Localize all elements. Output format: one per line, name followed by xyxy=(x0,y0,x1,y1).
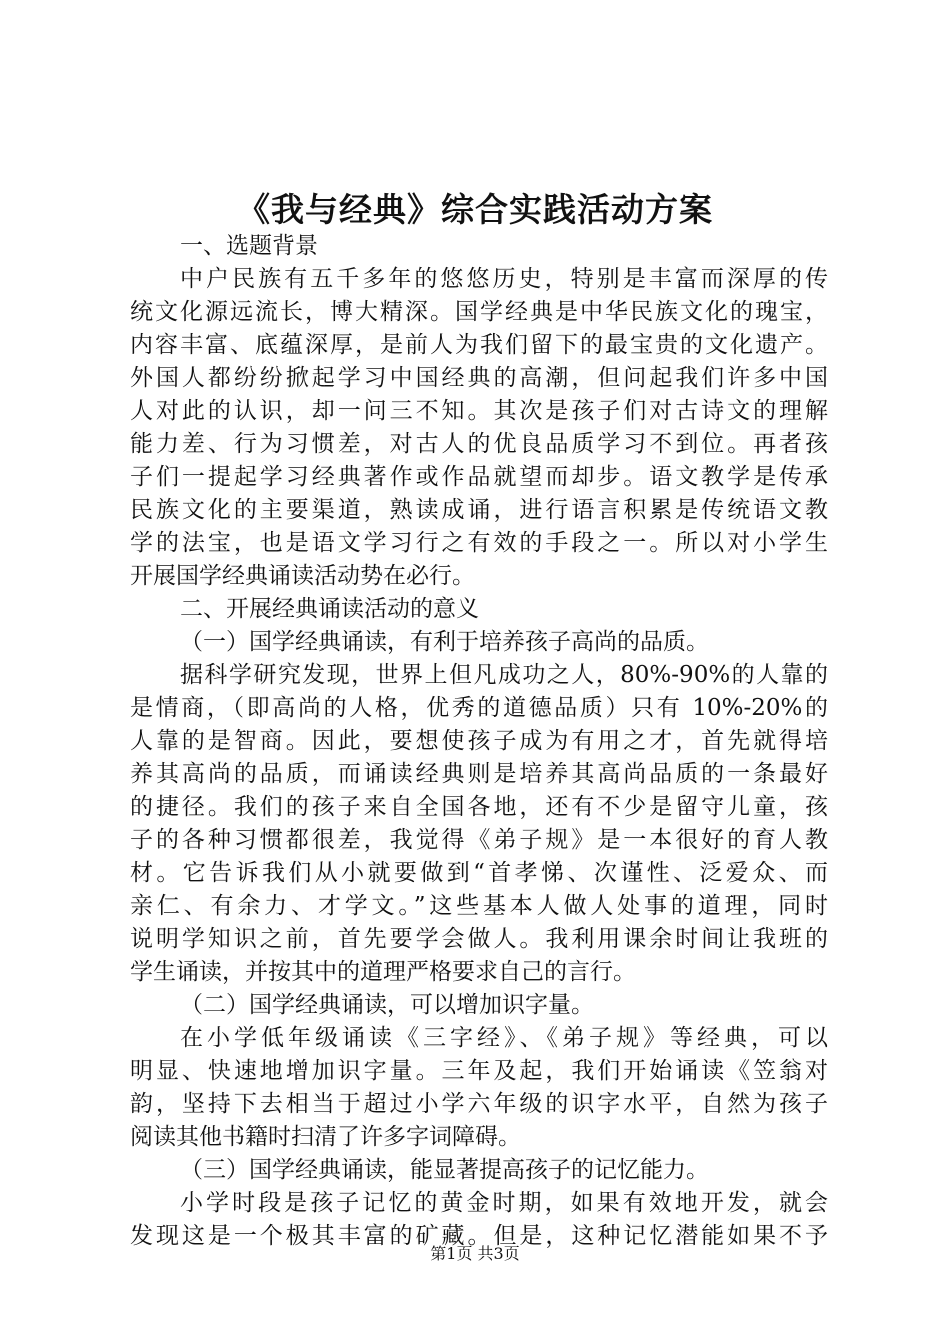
text-line-content: （二）国学经典诵读，可以增加识字量。 xyxy=(180,992,594,1018)
text-line-content: 明显、快速地增加识字量。三年及起，我们开始诵读《笠翁对 xyxy=(130,1058,828,1084)
text-line-content: 养其高尚的品质，而诵读经典则是培养其高尚品质的一条最好 xyxy=(130,761,828,787)
text-line xyxy=(130,1055,828,1088)
text-line-content: 学生诵读，并按其中的道理严格要求自己的言行。 xyxy=(130,959,636,985)
document-title: 《我与经典》综合实践活动方案 xyxy=(237,190,713,229)
text-line xyxy=(130,461,828,494)
text-line xyxy=(130,560,828,593)
text-line-content: 内容丰富、底蕴深厚，是前人为我们留下的最宝贵的文化遗产。 xyxy=(130,332,828,358)
text-line xyxy=(130,989,828,1022)
text-line-content: 民族文化的主要渠道，熟读成诵，进行语言积累是传统语文教 xyxy=(130,497,828,523)
text-line xyxy=(130,692,828,725)
text-line-content: 的捷径。我们的孩子来自全国各地，还有不少是留守儿童，孩 xyxy=(130,794,828,820)
text-line xyxy=(130,362,828,395)
text-line xyxy=(130,923,828,956)
text-line xyxy=(130,428,828,461)
text-line-content: 说明学知识之前，首先要学会做人。我利用课余时间让我班的 xyxy=(130,926,828,952)
text-line xyxy=(130,956,828,989)
text-line-content: （三）国学经典诵读，能显著提高孩子的记忆能力。 xyxy=(180,1157,709,1183)
text-line-content: 阅读其他书籍时扫清了许多字词障碍。 xyxy=(130,1124,521,1150)
text-line-content: 一、选题背景 xyxy=(180,233,318,259)
text-line-content: 子的各种习惯都很差，我觉得《弟子规》是一本很好的育人教 xyxy=(130,827,828,853)
text-line-content: 开展国学经典诵读活动势在必行。 xyxy=(130,563,475,589)
text-line-content: 据科学研究发现，世界上但凡成功之人，80%-90%的人靠的 xyxy=(180,662,828,688)
text-line-content: 发现这是一个极其丰富的矿藏。但是，这种记忆潜能如果不予 xyxy=(130,1223,828,1249)
text-line-content: 韵，坚持下去相当于超过小学六年级的识字水平，自然为孩子 xyxy=(130,1091,828,1117)
text-line xyxy=(130,626,828,659)
text-line xyxy=(130,824,828,857)
text-line xyxy=(130,230,828,263)
text-line-content: 中户民族有五千多年的悠悠历史，特别是丰富而深厚的传 xyxy=(180,266,828,292)
text-line-content: 材。它告诉我们从小就要做到“首孝悌、次谨性、泛爱众、而 xyxy=(130,860,828,886)
text-line xyxy=(130,593,828,626)
text-line xyxy=(130,1022,828,1055)
text-line xyxy=(130,1187,828,1220)
text-line-content: 统文化源远流长，博大精深。国学经典是中华民族文化的瑰宝， xyxy=(130,299,828,325)
text-line-content: 亲仁、有余力、才学文。”这些基本人做人处事的道理，同时 xyxy=(130,893,828,919)
text-line-content: 在小学低年级诵读《三字经》、《弟子规》等经典，可以 xyxy=(180,1025,828,1051)
text-line-content: 人靠的是智商。因此，要想使孩子成为有用之才，首先就得培 xyxy=(130,728,828,754)
text-line-content: （一）国学经典诵读，有利于培养孩子高尚的品质。 xyxy=(180,629,709,655)
text-line xyxy=(130,1154,828,1187)
document-body xyxy=(130,230,828,1253)
text-line-content: 外国人都纷纷掀起学习中国经典的高潮，但问起我们许多中国 xyxy=(130,365,828,391)
text-line xyxy=(130,725,828,758)
text-line xyxy=(130,1088,828,1121)
text-line xyxy=(130,263,828,296)
text-line xyxy=(130,758,828,791)
text-line xyxy=(130,296,828,329)
text-line-content: 二、开展经典诵读活动的意义 xyxy=(180,596,479,622)
text-line xyxy=(130,857,828,890)
text-line xyxy=(130,395,828,428)
text-line xyxy=(130,494,828,527)
text-line xyxy=(130,890,828,923)
text-line-content: 小学时段是孩子记忆的黄金时期，如果有效地开发，就会 xyxy=(180,1190,828,1216)
page-footer: 第1页 共3页 xyxy=(430,1244,520,1263)
text-line-content: 学的法宝，也是语文学习行之有效的手段之一。所以对小学生 xyxy=(130,530,828,556)
text-line xyxy=(130,329,828,362)
text-line xyxy=(130,791,828,824)
text-line-content: 能力差、行为习惯差，对古人的优良品质学习不到位。再者孩 xyxy=(130,431,828,457)
text-line-content: 子们一提起学习经典著作或作品就望而却步。语文教学是传承 xyxy=(130,464,828,490)
text-line-content: 是情商，（即高尚的人格，优秀的道德品质）只有 10%-20%的 xyxy=(130,695,828,721)
text-line xyxy=(130,1121,828,1154)
text-line xyxy=(130,659,828,692)
text-line xyxy=(130,527,828,560)
text-line-content: 人对此的认识，却一问三不知。其次是孩子们对古诗文的理解 xyxy=(130,398,828,424)
